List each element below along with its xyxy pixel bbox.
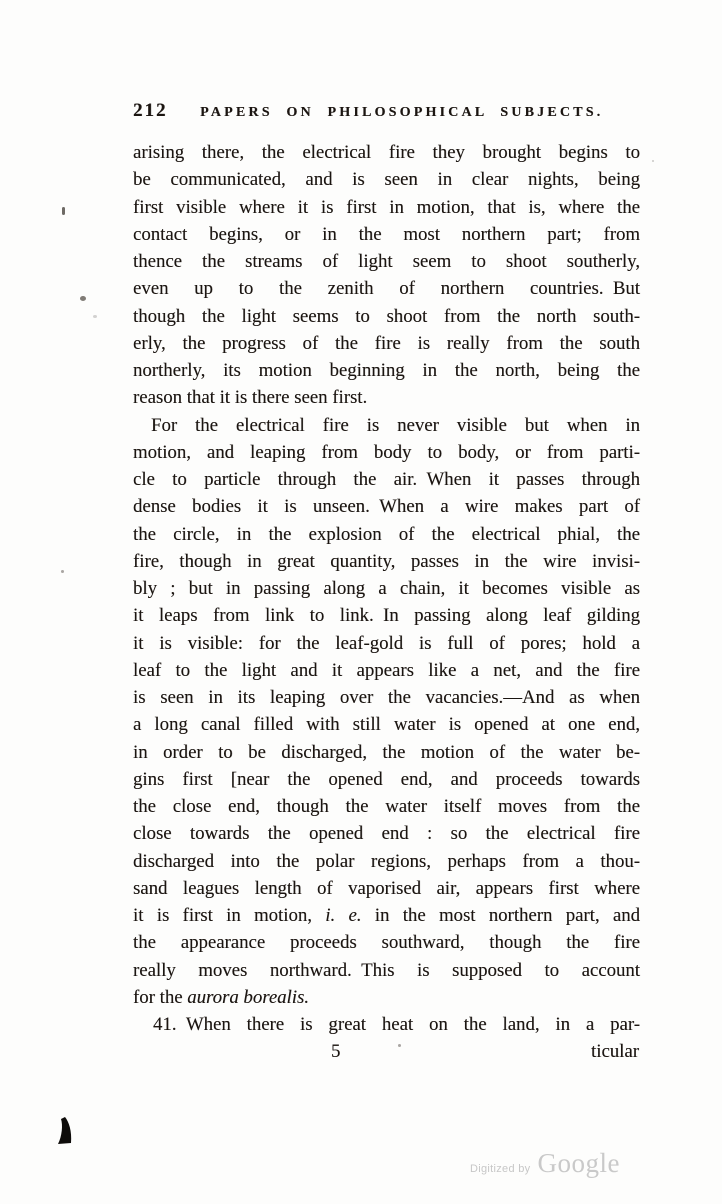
text-line <box>133 221 640 248</box>
text-segment: bly ; but in passing along a chain, it becomes visible as <box>133 578 640 599</box>
text-segment: contact begins, or in the most northern part; from <box>133 223 640 245</box>
text-segment: motion, and leaping from body to body, or from parti- <box>133 441 640 463</box>
scan-speck <box>652 160 654 162</box>
text-segment: i. e. <box>325 905 362 926</box>
text-line <box>133 957 640 984</box>
text-line <box>133 275 640 302</box>
text-line <box>133 139 640 166</box>
text-segment: the close end, though the water itself moves from the <box>133 796 640 817</box>
text-line <box>133 548 640 575</box>
page-number: 212 <box>133 100 168 121</box>
text-segment: the circle, in the explosion of the electrical phial, the <box>133 523 640 545</box>
text-line <box>133 1011 640 1038</box>
text-line <box>133 630 640 657</box>
text-segment: discharged into the polar regions, perhaps from a thou- <box>133 850 640 872</box>
text-line <box>133 248 640 275</box>
digitized-watermark <box>470 1148 620 1179</box>
text-segment: cle to particle through the air. When it passes through <box>133 469 640 490</box>
text-line <box>133 602 640 629</box>
text-segment: dense bodies it is unseen. When a wire makes part of <box>133 496 640 518</box>
scan-speck <box>93 315 97 318</box>
text-segment: leaf to the light and it appears like a net, and the fire <box>133 659 640 681</box>
text-segment: in the most northern part, and <box>361 905 641 926</box>
text-segment: For the electrical fire is never visible but when in <box>151 414 640 436</box>
text-segment: in order to be discharged, the motion of the water be- <box>133 741 640 763</box>
text-segment: though the light seems to shoot from the north south- <box>133 305 640 327</box>
running-head <box>133 100 640 122</box>
text-segment: 41. When there is great heat on the land, in a par- <box>153 1014 640 1035</box>
text-line <box>133 902 640 929</box>
text-line <box>133 166 640 193</box>
text-line <box>133 711 640 738</box>
text-line <box>133 684 640 711</box>
text-segment: it is first in motion, <box>133 905 326 926</box>
text-segment: a long canal filled with still water is opened at one end, <box>133 714 640 736</box>
scan-speck <box>61 570 64 573</box>
footer-line <box>133 1038 640 1065</box>
text-segment: even up to the zenith of northern countries. But <box>133 278 640 300</box>
text-line <box>133 575 640 602</box>
text-segment: fire, though in great quantity, passes in the wire invisi- <box>133 550 640 572</box>
text-line <box>133 384 640 411</box>
text-segment: the appearance proceeds southward, though the fire <box>133 932 640 954</box>
text-line <box>133 848 640 875</box>
text-segment: erly, the progress of the fire is really from the south <box>133 332 640 354</box>
text-line <box>133 493 640 520</box>
text-line <box>133 793 640 820</box>
google-logo: Google <box>537 1148 620 1178</box>
text-block <box>133 139 640 1066</box>
text-segment: first visible where it is first in motion, that is, where the <box>133 196 640 218</box>
catchword: ticular <box>591 1041 639 1063</box>
text-segment: aurora borealis. <box>187 986 309 1008</box>
text-segment: arising there, the electrical fire they brought begins to <box>133 142 640 163</box>
text-segment: gins first [near the opened end, and proceeds towards <box>133 768 640 790</box>
text-line <box>133 521 640 548</box>
text-segment: northerly, its motion beginning in the north, being the <box>133 360 640 381</box>
text-segment: be communicated, and is seen in clear nights, being <box>133 169 640 191</box>
text-line <box>133 984 640 1011</box>
text-line <box>133 739 640 766</box>
text-line <box>133 657 640 684</box>
scan-speck <box>62 207 65 215</box>
signature-mark: 5 <box>331 1041 341 1063</box>
text-segment: it leaps from link to link. In passing along leaf gilding <box>133 605 640 627</box>
watermark-prefix: Digitized by <box>470 1163 531 1175</box>
text-line <box>133 766 640 793</box>
text-line <box>133 412 640 439</box>
ink-blot <box>53 1116 77 1146</box>
text-segment: it is visible: for the leaf-gold is full of pores; hold a <box>133 632 640 654</box>
text-line <box>133 929 640 956</box>
scan-speck <box>398 1044 401 1047</box>
text-segment: really moves northward. This is supposed to account <box>133 959 640 981</box>
text-line <box>133 303 640 330</box>
text-line <box>133 357 640 384</box>
text-line <box>133 330 640 357</box>
text-line <box>133 875 640 902</box>
running-head-title: PAPERS ON PHILOSOPHICAL SUBJECTS. <box>200 105 604 120</box>
text-line <box>133 439 640 466</box>
text-segment: for the <box>133 986 188 1008</box>
text-segment: is seen in its leaping over the vacancies.—And as when <box>133 687 640 708</box>
text-segment: reason that it is there seen first. <box>133 387 368 409</box>
text-line <box>133 466 640 493</box>
text-line <box>133 820 640 847</box>
text-segment: close towards the opened end : so the electrical fire <box>133 823 640 845</box>
text-line <box>133 194 640 221</box>
text-segment: sand leagues length of vaporised air, appears first where <box>133 877 640 899</box>
text-segment: thence the streams of light seem to shoot southerly, <box>133 251 640 272</box>
scan-speck <box>80 296 86 301</box>
